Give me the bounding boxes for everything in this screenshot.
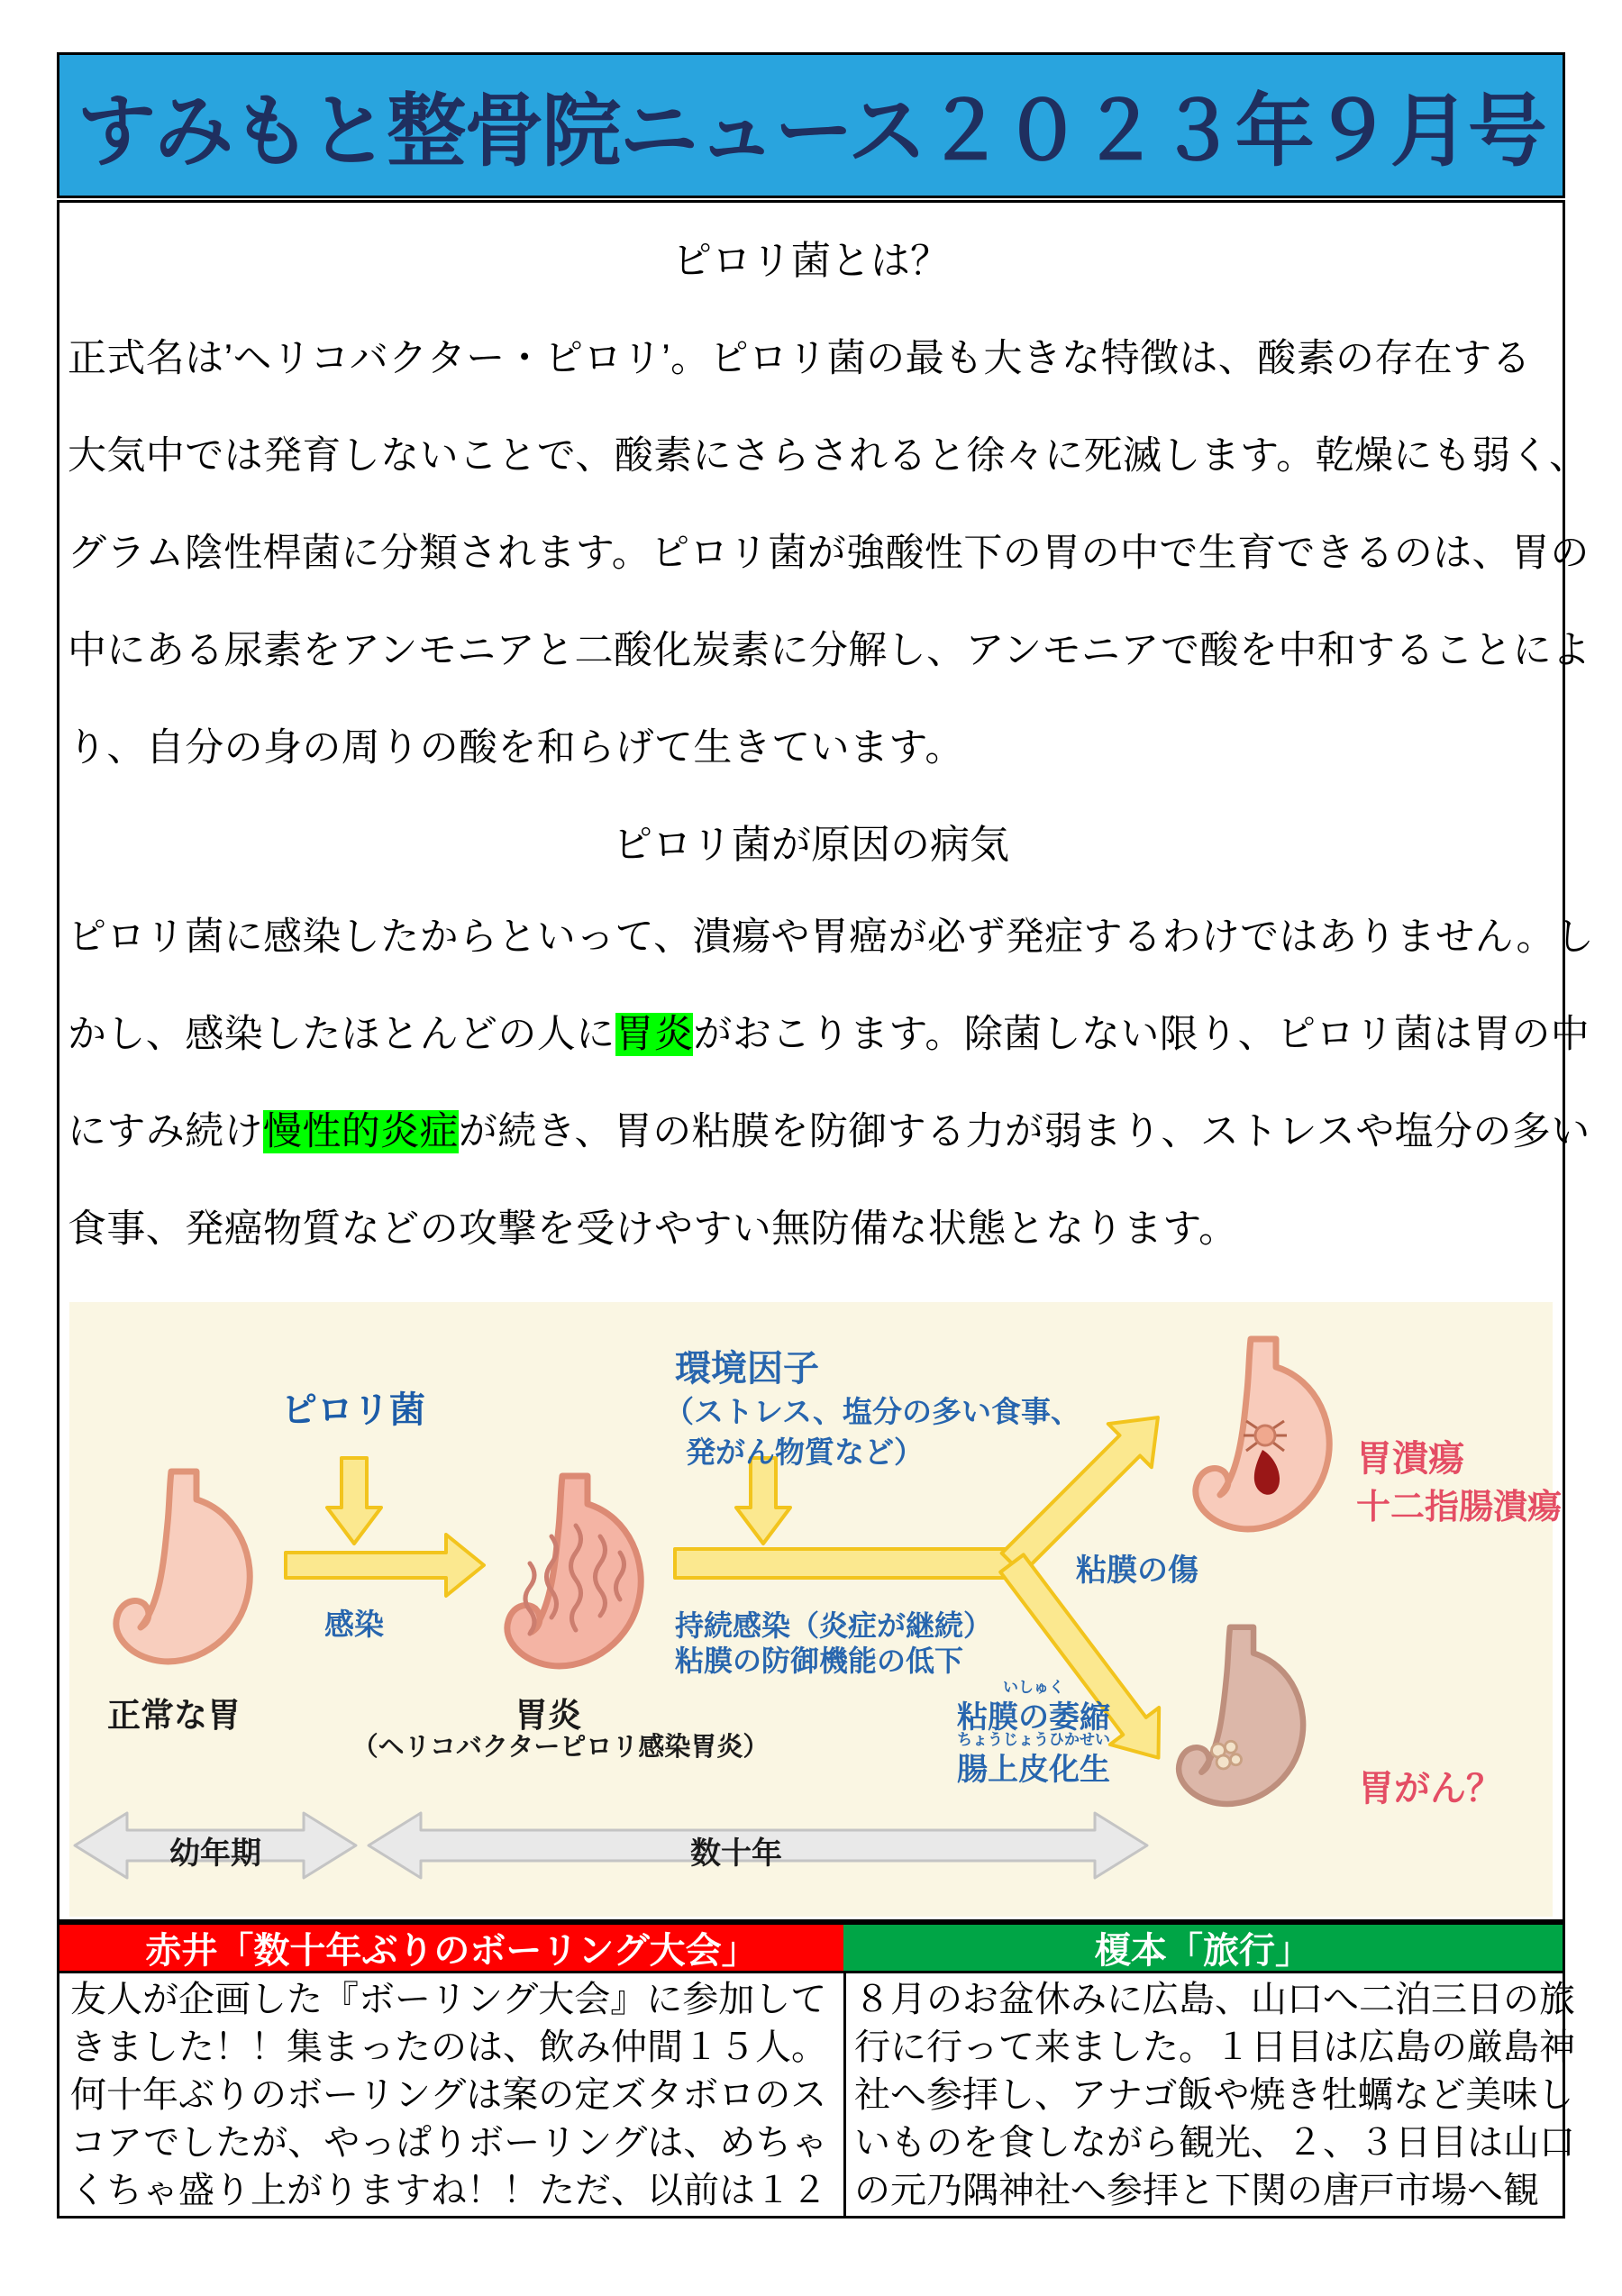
newsletter-title: すみもと整骨院ニュース２０２３年９月号 — [77, 87, 1545, 176]
metaplasia-label: 腸上皮化生 — [957, 1753, 1110, 1787]
article-heading-2: ピロリ菌が原因の病気 — [613, 823, 1009, 867]
pylori-down-arrow — [327, 1458, 381, 1544]
column-header-akai — [57, 1922, 846, 1973]
column-line: いものを食しながら観光、２、３日目は山口 — [854, 2123, 1575, 2163]
article-line — [68, 986, 1590, 1083]
line-text: にすみ続け — [68, 1110, 263, 1153]
article-line — [68, 1083, 1590, 1180]
cancer-stomach-illustration — [1179, 1627, 1303, 1804]
env-factor-line: 発がん物質など） — [686, 1435, 924, 1469]
mucosa-defense-label: 粘膜の防御機能の低下 — [675, 1645, 964, 1677]
column-header-enomoto — [843, 1922, 1565, 1973]
line-text: かし、感染したほとんどの人に — [68, 1013, 615, 1056]
persistent-infection-label: 持続感染（炎症が継続） — [675, 1609, 993, 1642]
article-line: ピロリ菌に感染したからといって、潰瘍や胃癌が必ず発症するわけではありません。し — [68, 916, 1595, 959]
metaplasia-furigana: ちょうじょうひかせい — [957, 1731, 1110, 1748]
gastritis-sub-label: （ヘリコバクターピロリ感染胃炎） — [351, 1733, 770, 1762]
highlighted-term-gastritis: 胃炎 — [615, 1013, 694, 1056]
article-line: 食事、発癌物質などの攻撃を受けやすい無防備な状態となります。 — [68, 1207, 1238, 1251]
normal-stomach-label: 正常な胃 — [107, 1697, 241, 1734]
pylori-progression-diagram — [69, 1302, 1563, 1917]
newsletter-header — [57, 52, 1565, 198]
atrophy-label: 粘膜の萎縮 — [957, 1700, 1110, 1735]
decades-label: 数十年 — [690, 1836, 782, 1871]
atrophy-furigana: いしゅく — [1003, 1679, 1064, 1696]
article-line: 正式名は’ヘリコバクター・ピロリ’。ピロリ菌の最も大きな特徴は、酸素の存在する — [68, 337, 1531, 380]
line-text: がおこります。除菌しない限り、ピロリ菌は胃の中 — [693, 1013, 1590, 1056]
article-line: 大気中では発育しないことで、酸素にさらされると徐々に死滅します。乾燥にも弱く、 — [68, 434, 1589, 478]
normal-stomach-illustration — [116, 1471, 250, 1662]
column-line: きました！！集まったのは、飲み仲間１５人。 — [70, 2027, 827, 2067]
cancer-nodules — [1212, 1741, 1242, 1769]
mucosa-wound-label: 粘膜の傷 — [1076, 1553, 1198, 1588]
ulcer-stomach-illustration — [1196, 1339, 1329, 1529]
column-line: 友人が企画した『ボーリング大会』に参加して — [70, 1980, 827, 2019]
gastric-ulcer-label: 胃潰瘍 — [1356, 1439, 1464, 1479]
gastritis-stomach-illustration — [507, 1476, 641, 1666]
highlighted-term-chronic-inflammation: 慢性的炎症 — [263, 1110, 459, 1153]
article-line: グラム陰性桿菌に分類されます。ピロリ菌が強酸性下の胃の中で生育できるのは、胃の — [68, 532, 1590, 575]
article-line: り、自分の身の周りの酸を和らげて生きています。 — [68, 726, 964, 770]
column-body-enomoto — [843, 1971, 1575, 2219]
env-factor-line: （ストレス、塩分の多い食事、 — [664, 1395, 1080, 1428]
duodenal-ulcer-label: 十二指腸潰瘍 — [1356, 1489, 1563, 1526]
env-factor-title: 環境因子 — [675, 1349, 819, 1389]
column-title: 赤井「数十年ぶりのボーリング大会」 — [145, 1931, 758, 1971]
article-heading-1: ピロリ菌とは？ — [672, 239, 950, 283]
line-text: が続き、胃の粘膜を防御する力が弱まり、ストレスや塩分の多い — [459, 1110, 1590, 1153]
infection-arrow — [286, 1535, 484, 1596]
gastric-cancer-label: 胃がん？ — [1358, 1769, 1502, 1809]
column-line: 社へ参拝し、アナゴ飯や焼き牡蠣など美味し — [854, 2075, 1574, 2115]
column-line: 何十年ぶりのボーリングは案の定ズタボロのス — [70, 2075, 827, 2115]
column-body-akai — [57, 1971, 846, 2219]
column-line: ８月のお盆休みに広島、山口へ二泊三日の旅 — [854, 1980, 1575, 2019]
infection-label: 感染 — [324, 1608, 384, 1641]
column-line: コアでしたが、やっぱりボーリングは、めちゃ — [70, 2123, 828, 2163]
progression-arrow-shaft — [675, 1549, 1012, 1578]
pylori-label: ピロリ菌 — [281, 1390, 425, 1430]
gastritis-label: 胃炎 — [515, 1697, 581, 1734]
column-line: の元乃隅神社へ参拝と下関の唐戸市場へ観 — [854, 2171, 1539, 2210]
article-line: 中にある尿素をアンモニアと二酸化炭素に分解し、アンモニアで酸を中和することによ — [68, 629, 1591, 672]
childhood-label: 幼年期 — [169, 1836, 261, 1871]
column-line: 行に行って来ました。１日目は広島の厳島神 — [854, 2027, 1575, 2067]
column-line: くちゃ盛り上がりますね！！ただ、以前は１２ — [70, 2171, 827, 2210]
column-title: 榎本「旅行」 — [1095, 1931, 1311, 1971]
